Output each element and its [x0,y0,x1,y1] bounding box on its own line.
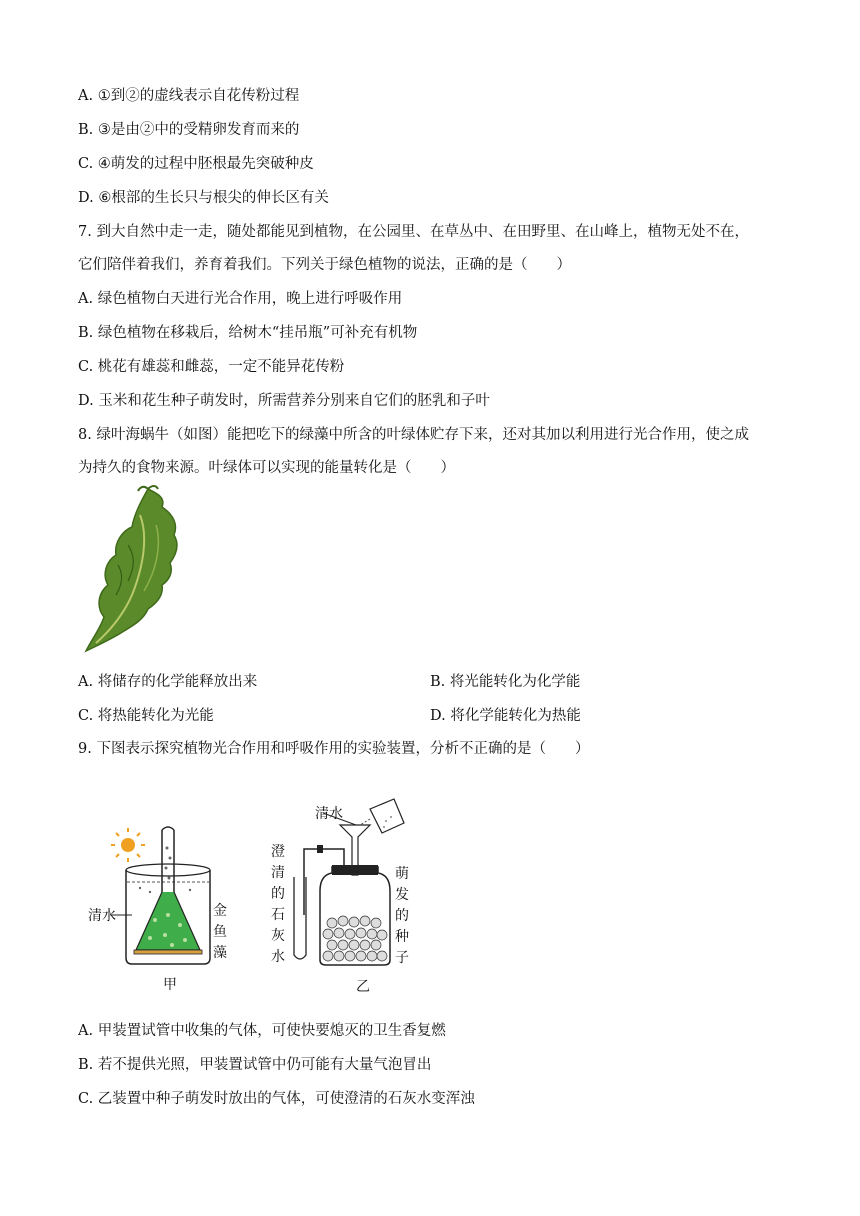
q6-option-c: C. ④萌发的过程中胚根最先突破种皮 [78,156,314,172]
limewater-label: 澄清的石灰水 [271,844,285,965]
q8-option-b: B. 将光能转化为化学能 [430,674,581,690]
caption-yi: 乙 [356,979,370,995]
q6-option-a: A. ①到②的虚线表示自花传粉过程 [78,88,300,104]
sea-slug-image [78,485,198,655]
q7-option-a: A. 绿色植物白天进行光合作用，晚上进行呼吸作用 [78,291,403,307]
q9-option-c: C. 乙装置中种子萌发时放出的气体，可使澄清的石灰水变浑浊 [78,1091,475,1107]
q7-option-c: C. 桃花有雄蕊和雌蕊，一定不能异花传粉 [78,359,345,375]
apparatus-yi-diagram [270,795,440,970]
sun-icon [111,828,145,862]
q8-stem-line1: 8. 绿叶海蜗牛（如图）能把吃下的绿藻中所含的叶绿体贮存下来，还对其加以利用进行光合作用，使之成 [78,427,749,443]
apparatus-jia-diagram [110,820,250,970]
q9-option-a: A. 甲装置试管中收集的气体，可使快要熄灭的卫生香复燃 [78,1023,446,1039]
q7-option-b: B. 绿色植物在移栽后，给树木“挂吊瓶”可补充有机物 [78,325,418,341]
q8-option-d: D. 将化学能转化为热能 [430,708,581,724]
q9-stem: 9. 下图表示探究植物光合作用和呼吸作用的实验装置，分析不正确的是（ ） [78,741,590,757]
q9-option-b: B. 若不提供光照，甲装置试管中仍可能有大量气泡冒出 [78,1057,432,1073]
q7-option-d: D. 玉米和花生种子萌发时，所需营养分别来自它们的胚乳和子叶 [78,393,490,409]
caption-jia: 甲 [163,977,177,993]
q8-option-a: A. 将储存的化学能释放出来 [78,674,258,690]
q8-option-c: C. 将热能转化为光能 [78,708,214,724]
q8-stem-line2: 为持久的食物来源。叶绿体可以实现的能量转化是（ ） [78,460,455,476]
q6-option-d: D. ⑥根部的生长只与根尖的伸长区有关 [78,190,329,206]
water-label-jia: 清水 [88,908,116,924]
q7-stem-line1: 7. 到大自然中走一走，随处都能见到植物，在公园里、在草丛中、在田野里、在山峰上，植物无处不在， [78,224,749,240]
q6-option-b: B. ③是由②中的受精卵发育而来的 [78,122,300,138]
q7-stem-line2: 它们陪伴着我们，养育着我们。下列关于绿色植物的说法，正确的是（ ） [78,257,571,273]
plant-label: 金鱼藻 [213,903,227,961]
seeds-label: 萌发的种子 [395,866,409,966]
water-label-yi: 清水 [315,806,343,822]
